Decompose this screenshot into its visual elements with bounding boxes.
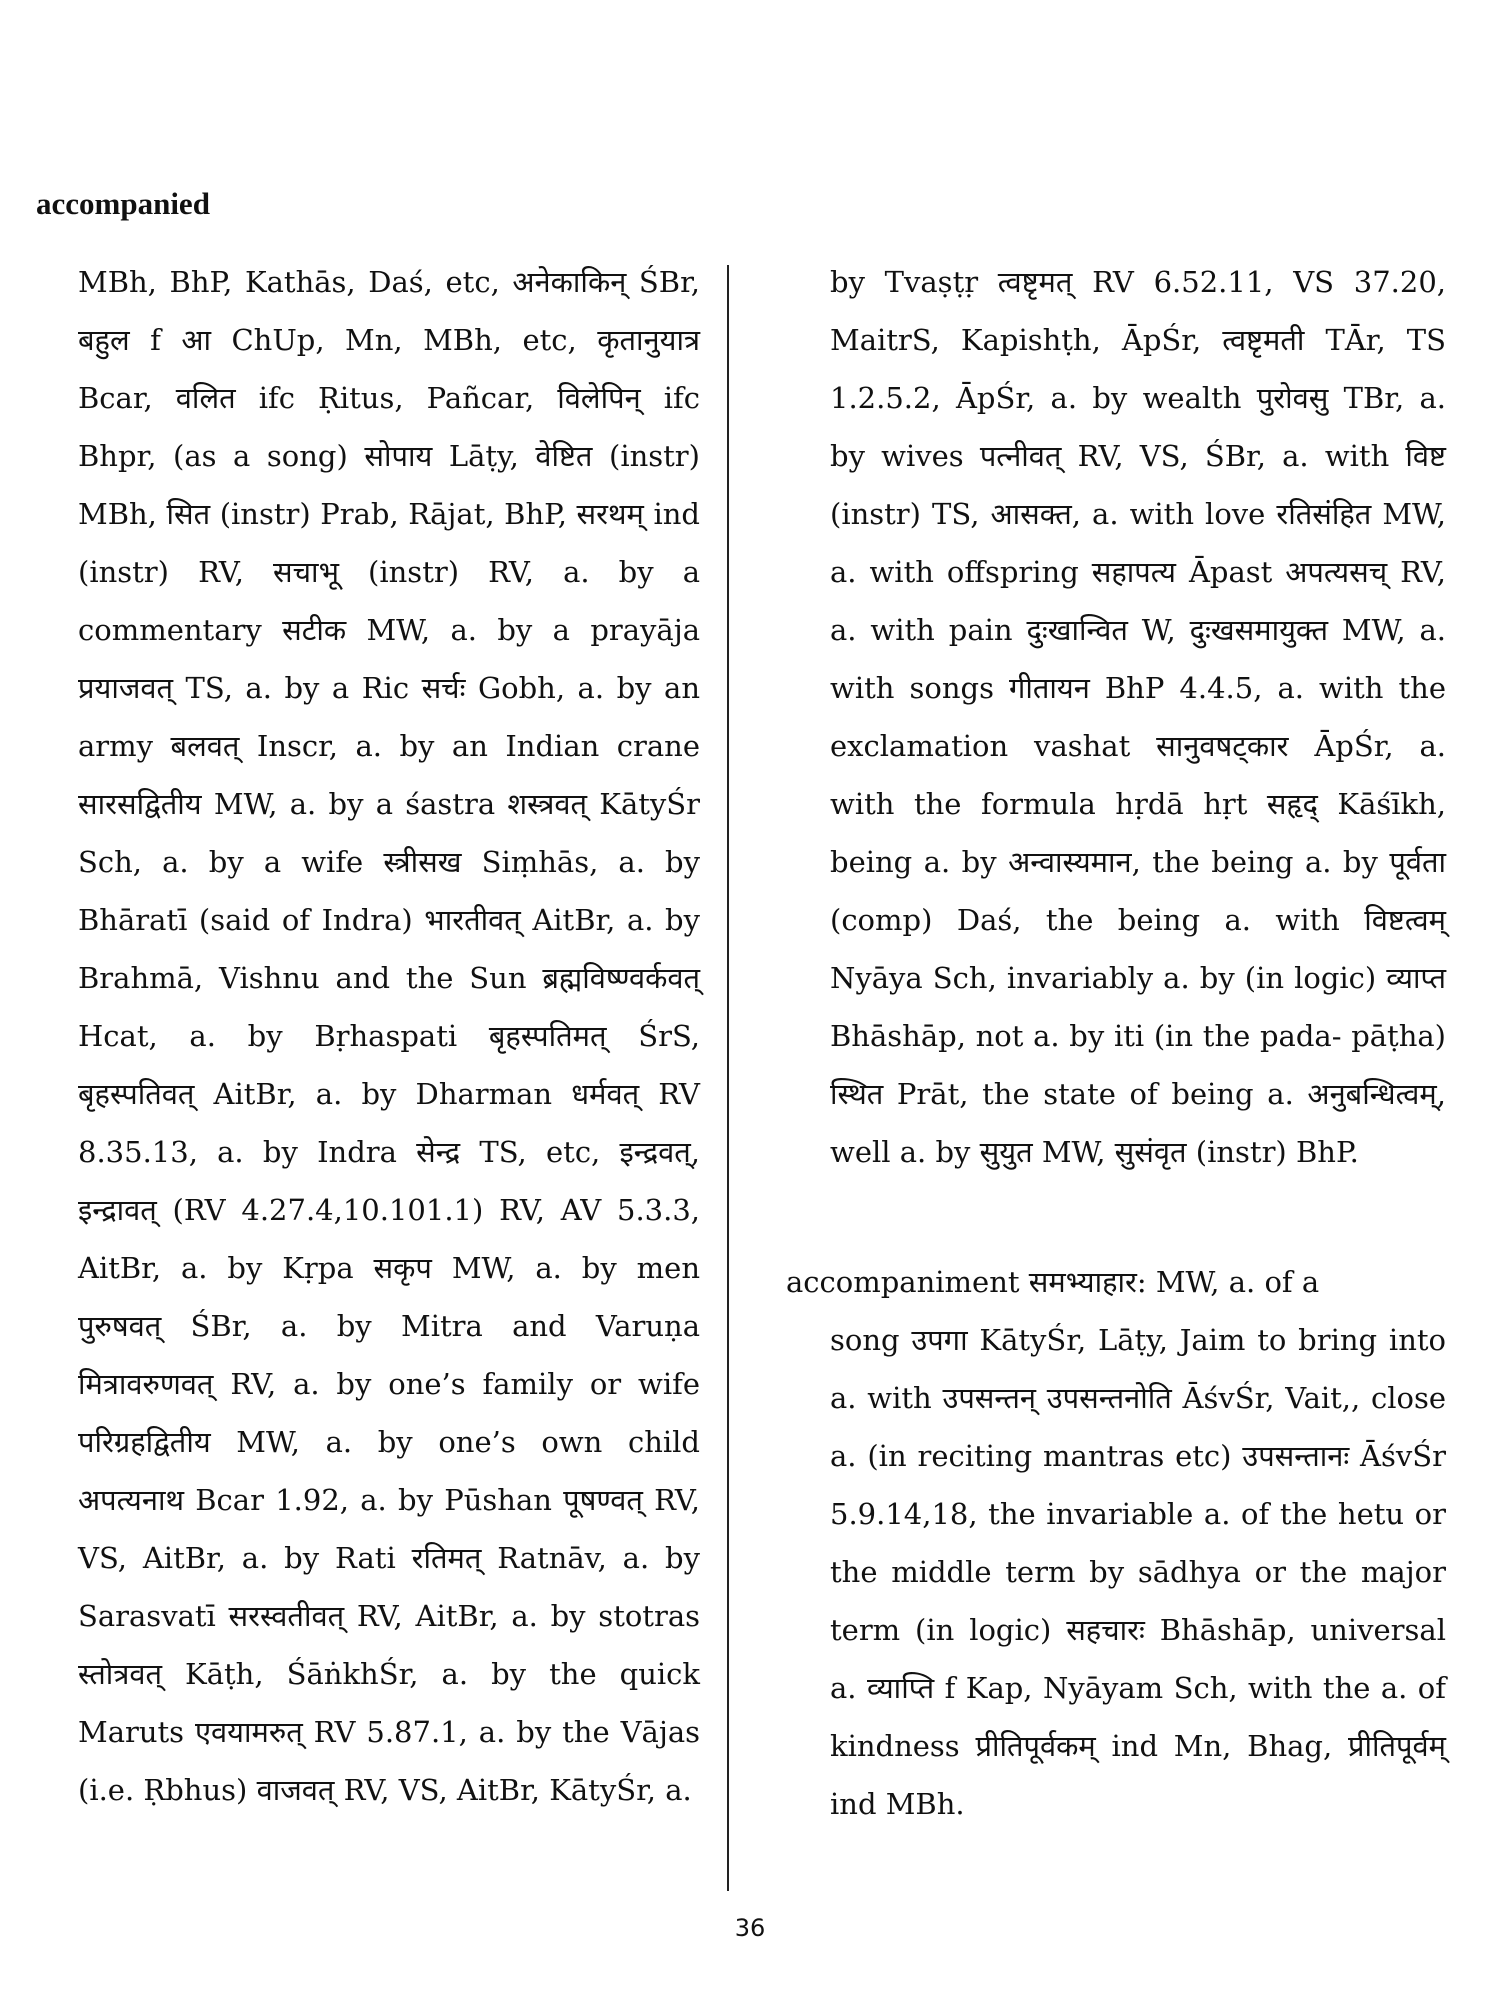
left-column-text: MBh, BhP, Kathās, Daś, etc, अनेकाकिन् ŚBr, बहुल f आ ChUp, Mn, MBh, etc, कृतानुयात्र Bcar, वलित ifc Ṛitus, Pañcar, विलेपिन् ifc Bhpr, (as a song) सोपाय Lāṭy, वेष्टित (instr) MBh, सित (instr) Prab, Rājat, BhP, सरथम् ind (instr) RV, सचाभू (instr) RV, a. by a commentary सटीक MW, a. by a prayāja प्रयाजवत् TS, a. by a Ric सर्चः Gobh, a. by an army बलवत् Inscr, a. by an Indian crane सारसद्वितीय MW, a. by a śastra शस्त्रवत् KātyŚr Sch, a. by a wife स्त्रीसख Siṃhās, a. by Bhāratī (said of Indra) भारतीवत् AitBr, a. by Brahmā, Vishnu and the Sun ब्रह्मविष्ण्वर्कवत् Hcat, a. by Bṛhaspati बृहस्पतिमत् ŚrS, बृहस्पतिवत् AitBr, a. by Dharman धर्मवत् RV 8.35.13, a. by Indra सेन्द्र TS, etc, इन्द्रवत्, इन्द्रावत् (RV 4.27.4,10.101.1) RV, AV 5.3.3, AitBr, a. by Kṛpa सकृप MW, a. by men पुरुषवत् ŚBr, a. by Mitra and Varuṇa मित्रावरुणवत् RV, a. by one’s family or wife परिग्रहद्वितीय MW, a. by one’s own child अपत्यनाथ Bcar 1.92, a. by Pūshan पूषण्वत् RV, VS, AitBr, a. by Rati रतिमत् Ratnāv, a. by Sarasvatī सरस्वतीवत् RV, AitBr, a. by stotras स्तोत्रवत् Kāṭh, ŚāṅkhŚr, a. by the quick Maruts एवयामरुत् RV 5.87.1, a. by the Vājas (i.e. Ṛbhus) वाजवत् RV, VS, AitBr, KātyŚr, a.	[78, 265, 700, 1807]
right-column-text: by Tvaṣṭṛ त्वष्टृमत् RV 6.52.11, VS 37.20, MaitrS, Kapishṭh, ĀpŚr, त्वष्टृमती TĀr, TS 1.2.5.2, ĀpŚr, a. by wealth पुरोवसु TBr, a. by wives पत्नीवत् RV, VS, ŚBr, a. with विष्ट (instr) TS, आसक्त, a. with love रतिसंहित MW, a. with offspring सहापत्य Āpast अपत्यसच् RV, a. with pain दुःखान्वित W, दुःखसमायुक्त MW, a. with songs गीतायन BhP 4.4.5, a. with the exclamation vashat सानुवषट्कार ĀpŚr, a. with the formula hṛdā hṛt सहृद् Kāśīkh, being a. by अन्वास्यमान, the being a. by पूर्वता (comp) Daś, the being a. with विष्टत्वम् Nyāya Sch, invariably a. by (in logic) व्याप्त Bhāshāp, not a. by iti (in the pada- pāṭha) स्थित Prāt, the state of being a. अनुबन्धित्वम्, well a. by सुयुत MW, सुसंवृत (instr) BhP.	[830, 265, 1446, 1169]
column-divider	[727, 265, 729, 1891]
entry-heading: accompanied	[36, 186, 210, 221]
accompaniment-entry-heading: accompaniment समभ्याहार: MW, a. of a	[786, 1265, 1320, 1299]
page-number: 36	[734, 1914, 766, 1942]
accompaniment-entry-text: song उपगा KātyŚr, Lāṭy, Jaim to bring into a. with उपसन्तन् उपसन्तनोति ĀśvŚr, Vait,, close a. (in reciting mantras etc) उपसन्तानः ĀśvŚr 5.9.14,18, the invariable a. of the hetu or the middle term by sādhya or the major term (in logic) सहचारः Bhāshāp, universal a. व्याप्ति f Kap, Nyāyam Sch, with the a. of kindness प्रीतिपूर्वकम् ind Mn, Bhag, प्रीतिपूर्वम् ind MBh.	[830, 1323, 1446, 1821]
